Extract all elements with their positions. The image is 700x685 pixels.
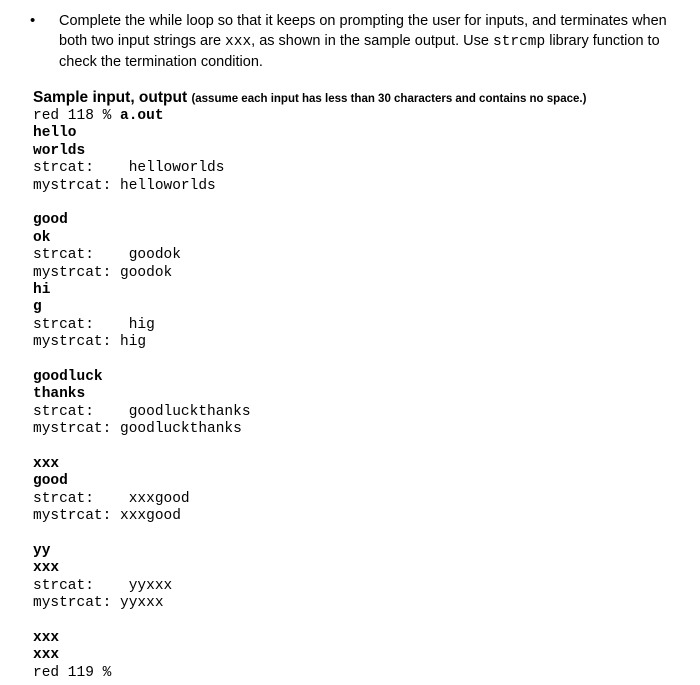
terminal-line-input: yy — [33, 542, 51, 559]
terminal-line-input: xxx — [33, 647, 60, 664]
instruction-text-part-3: library function to check the termination condition. — [59, 33, 660, 70]
terminal-line-input: xxx — [33, 560, 60, 577]
sample-heading — [33, 89, 693, 108]
terminal-line-output: mystrcat: helloworlds — [33, 177, 216, 194]
terminal-line-output: mystrcat: yyxxx — [33, 594, 164, 611]
terminal-line-input: good — [33, 473, 68, 490]
terminal-line-input: hi — [33, 281, 51, 298]
terminal-line-input: g — [33, 299, 42, 316]
terminal-line-input: goodluck — [33, 368, 103, 385]
terminal-line-output: mystrcat: goodok — [33, 264, 173, 281]
terminal-line-input: good — [33, 212, 68, 229]
terminal-line-output: strcat: xxxgood — [33, 490, 190, 507]
strcmp-code: strcmp — [492, 34, 546, 50]
prompt-command: a.out — [120, 108, 164, 124]
terminal-line-input: ok — [33, 229, 51, 246]
terminal-line-blank — [33, 525, 693, 542]
terminal-line-output: strcat: hig — [33, 316, 155, 333]
terminal-line-input: worlds — [33, 142, 86, 159]
instruction-text-part-2: , as shown in the sample output. Use — [251, 33, 493, 49]
prompt-text: red 118 % — [33, 108, 121, 124]
terminal-line-output: strcat: yyxxx — [33, 577, 173, 594]
terminal-line-input: xxx — [33, 629, 60, 646]
terminal-line-input: thanks — [33, 386, 86, 403]
terminal-line-blank — [33, 438, 693, 455]
sample-section — [33, 89, 693, 682]
terminal-line-output: mystrcat: goodluckthanks — [33, 421, 242, 438]
terminal-line-input: xxx — [33, 455, 60, 472]
terminal-line-output: strcat: helloworlds — [33, 160, 225, 177]
terminal-line-blank — [33, 195, 693, 212]
terminal-line-input: hello — [33, 125, 77, 142]
terminal-line-output: strcat: goodluckthanks — [33, 403, 251, 420]
terminal-line-output: strcat: goodok — [33, 247, 181, 264]
terminal-line-prompt — [33, 108, 693, 125]
bullet-dot-icon: • — [30, 12, 36, 29]
terminal-line-blank — [33, 612, 693, 629]
terminal-output — [33, 108, 693, 682]
sample-heading-title: Sample input, output — [33, 89, 192, 106]
instruction-text — [59, 11, 670, 72]
sample-heading-note: (assume each input has less than 30 characters and contains no space.) — [191, 93, 587, 105]
instruction-bullet — [30, 11, 670, 72]
instruction-text-part-1: Complete the while loop so that it keeps on prompting the user for inputs, and terminates when both two input strings are — [59, 13, 667, 49]
terminal-line-output: red 119 % — [33, 664, 112, 681]
xxx-code: xxx — [225, 34, 252, 50]
terminal-line-output: mystrcat: hig — [33, 334, 147, 351]
terminal-line-blank — [33, 351, 693, 368]
terminal-line-output: mystrcat: xxxgood — [33, 507, 181, 524]
